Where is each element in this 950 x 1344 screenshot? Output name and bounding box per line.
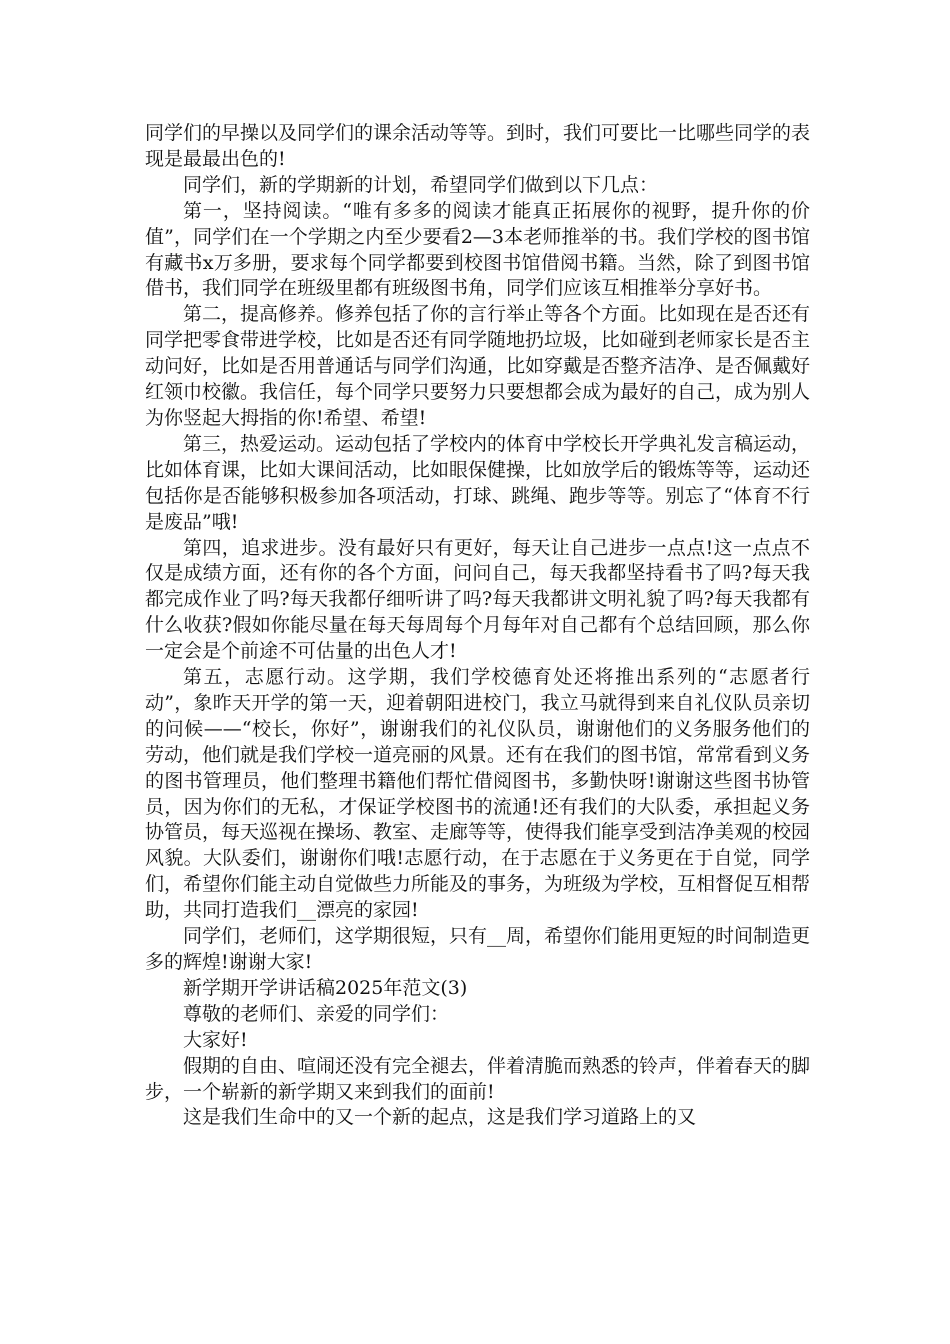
paragraph: 第一，坚持阅读。“唯有多多的阅读才能真正拓展你的视野，提升你的价值”，同学们在一个学期之内至少要看2—3本老师推举的书。我们学校的图书馆有藏书x万多册，要求每个同学都要到校图书馆借阅书籍。当然，除了到图书馆借书，我们同学在班级里都有班级图书角，同学们应该互相推举分享好书。 [145, 199, 810, 300]
paragraph: 第三，热爱运动。运动包括了学校内的体育中学校长开学典礼发言稿运动，比如体育课，比如大课间活动，比如眼保健操，比如放学后的锻炼等等，运动还包括你是否能够积极参加各项活动，打球、跳绳、跑步等等。别忘了“体育不行是废品”哦! [145, 432, 811, 533]
document-body [145, 121, 810, 1131]
paragraph: 同学们的早操以及同学们的课余活动等等。到时，我们可要比一比哪些同学的表现是最最出色的! [145, 122, 811, 170]
paragraph: 第五，志愿行动。这学期，我们学校德育处还将推出系列的“志愿者行动”，象昨天开学的第一天，迎着朝阳进校门，我立马就得到来自礼仪队员亲切的问候——“校长，你好”，谢谢我们的礼仪队员，谢谢他们的义务服务他们的劳动，他们就是我们学校一道亮丽的风景。还有在我们的图书馆，常常看到义务的图书管理员，他们整理书籍他们帮忙借阅图书，多勤快呀!谢谢这些图书协管员，因为你们的无私，才保证学校图书的流通!还有我们的大队委，承担起义务协管员，每天巡视在操场、教室、走廊等等，使得我们能享受到洁净美观的校园风貌。大队委们，谢谢你们哦!志愿行动，在于志愿在于义务更在于自觉，同学们，希望你们能主动自觉做些力所能及的事务，为班级为学校，互相督促互相帮助，共同打造我们__漂亮的家园! [145, 666, 811, 922]
paragraph: 同学们，老师们，这学期很短，只有__周，希望你们能用更短的时间制造更多的辉煌!谢谢大家! [145, 925, 811, 973]
paragraph: 这是我们生命中的又一个新的起点，这是我们学习道路上的又 [183, 1106, 697, 1129]
paragraph: 同学们，新的学期新的计划，希望同学们做到以下几点： [183, 173, 659, 196]
paragraph: 第二，提高修养。修养包括了你的言行举止等各个方面。比如现在是否还有同学把零食带进学校，比如是否还有同学随地扔垃圾，比如碰到老师家长是否主动问好，比如是否用普通话与同学们沟通，比如穿戴是否整齐洁净、是否佩戴好红领巾校徽。我信任，每个同学只要努力只要想都会成为最好的自己，成为别人为你竖起大拇指的你!希望、希望! [145, 303, 811, 429]
paragraph: 第四，追求进步。没有最好只有更好，每天让自己进步一点点!这一点点不仅是成绩方面，还有你的各个方面，问问自己，每天我都坚持看书了吗?每天我都完成作业了吗?每天我都仔细听讲了吗?每天我都讲文明礼貌了吗?每天我都有什么收获?假如你能尽量在每天每周每个月每年对自己都有个总结回顾，那么你一定会是个前途不可估量的出色人才! [145, 536, 810, 663]
salutation: 尊敬的老师们、亲爱的同学们： [183, 1002, 450, 1025]
greeting: 大家好! [183, 1028, 248, 1051]
paragraph: 假期的自由、喧闹还没有完全褪去，伴着清脆而熟悉的铃声，伴着春天的脚步，一个崭新的新学期又来到我们的面前! [145, 1054, 811, 1103]
section-heading: 新学期开学讲话稿2025年范文(3) [183, 976, 468, 999]
